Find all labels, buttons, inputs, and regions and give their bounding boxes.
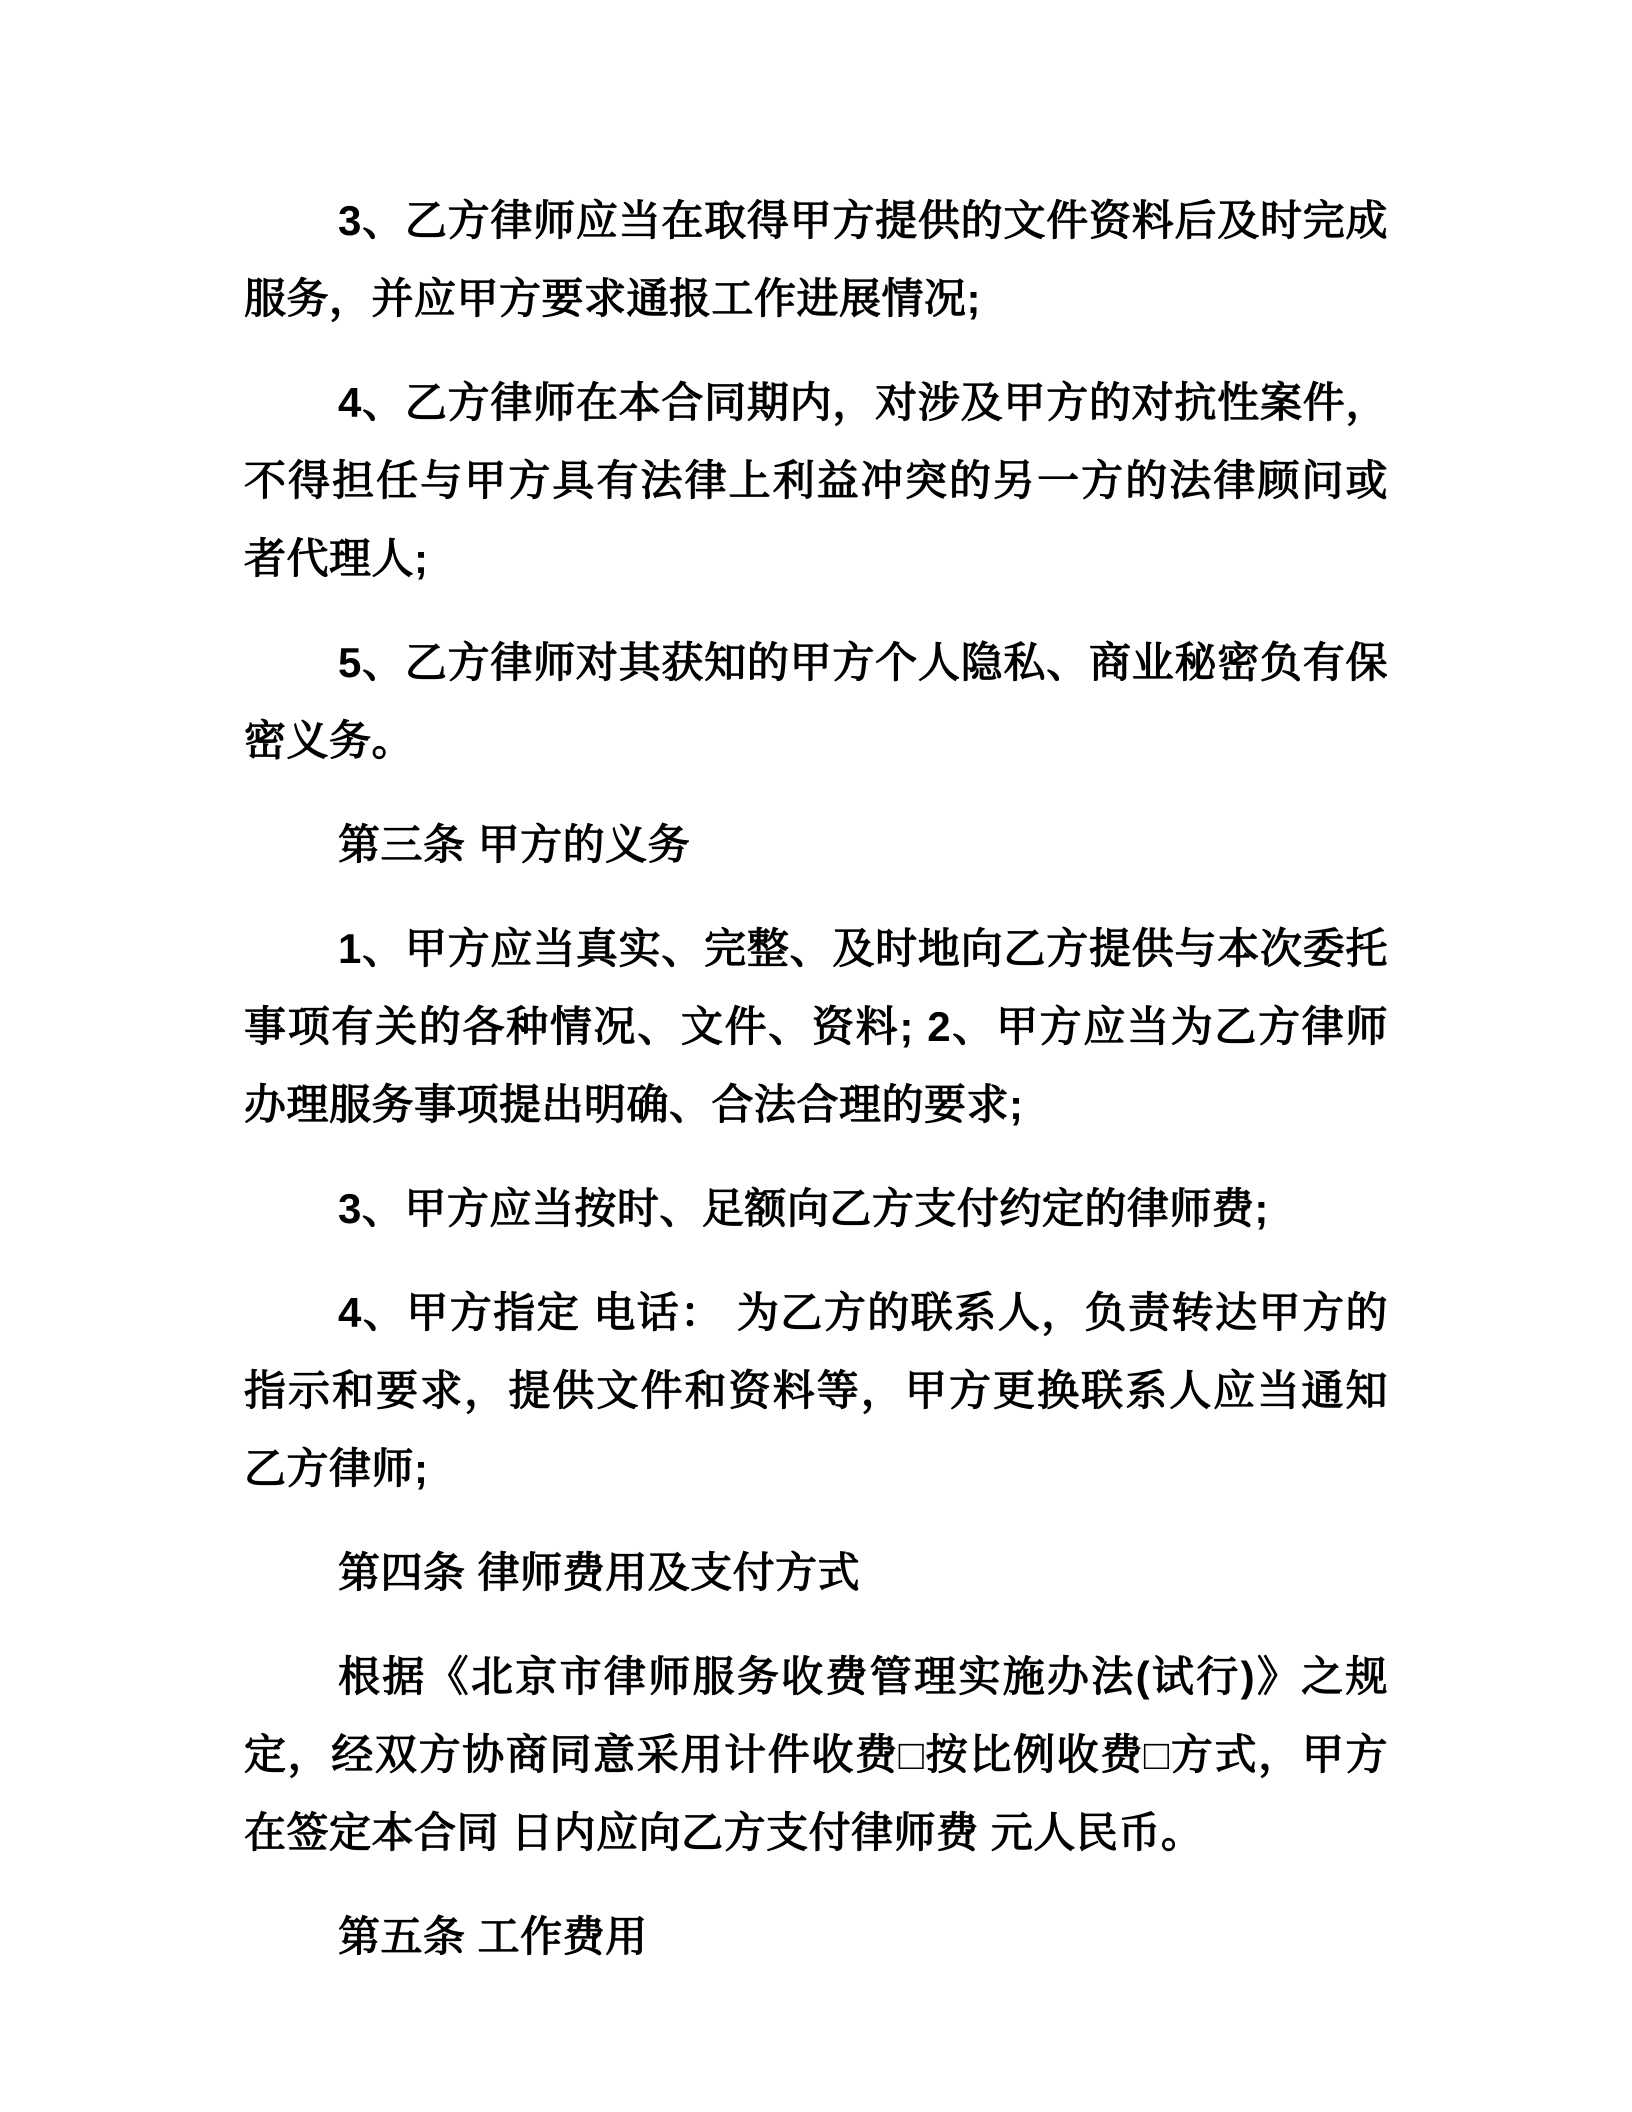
- article3-item4-paragraph: 4、甲方指定 电话： 为乙方的联系人，负责转达甲方的指示和要求，提供文件和资料等，甲方更换联系人应当通知乙方律师;: [244, 1289, 1388, 1492]
- article4-heading: 第四条 律师费用及支付方式: [338, 1549, 861, 1596]
- article2-item4-paragraph: 4、乙方律师在本合同期内，对涉及甲方的对抗性案件，不得担任与甲方具有法律上利益冲突的另一方的法律顾问或者代理人;: [244, 379, 1388, 582]
- article2-item5-paragraph: 5、乙方律师对其获知的甲方个人隐私、商业秘密负有保密义务。: [244, 639, 1388, 764]
- article2-item3-paragraph: 3、乙方律师应当在取得甲方提供的文件资料后及时完成服务，并应甲方要求通报工作进展情况;: [244, 197, 1388, 322]
- article4-body-paragraph: 根据《北京市律师服务收费管理实施办法(试行)》之规定，经双方协商同意采用计件收费□按比例收费□方式，甲方在签定本合同 日内应向乙方支付律师费 元人民币。: [244, 1653, 1388, 1856]
- article3-items1-2-paragraph: 1、甲方应当真实、完整、及时地向乙方提供与本次委托事项有关的各种情况、文件、资料; 2、甲方应当为乙方律师办理服务事项提出明确、合法合理的要求;: [244, 925, 1388, 1128]
- article3-heading: 第三条 甲方的义务: [338, 821, 691, 868]
- article5-heading: 第五条 工作费用: [338, 1913, 648, 1960]
- article3-item3-paragraph: 3、甲方应当按时、足额向乙方支付约定的律师费;: [338, 1185, 1269, 1232]
